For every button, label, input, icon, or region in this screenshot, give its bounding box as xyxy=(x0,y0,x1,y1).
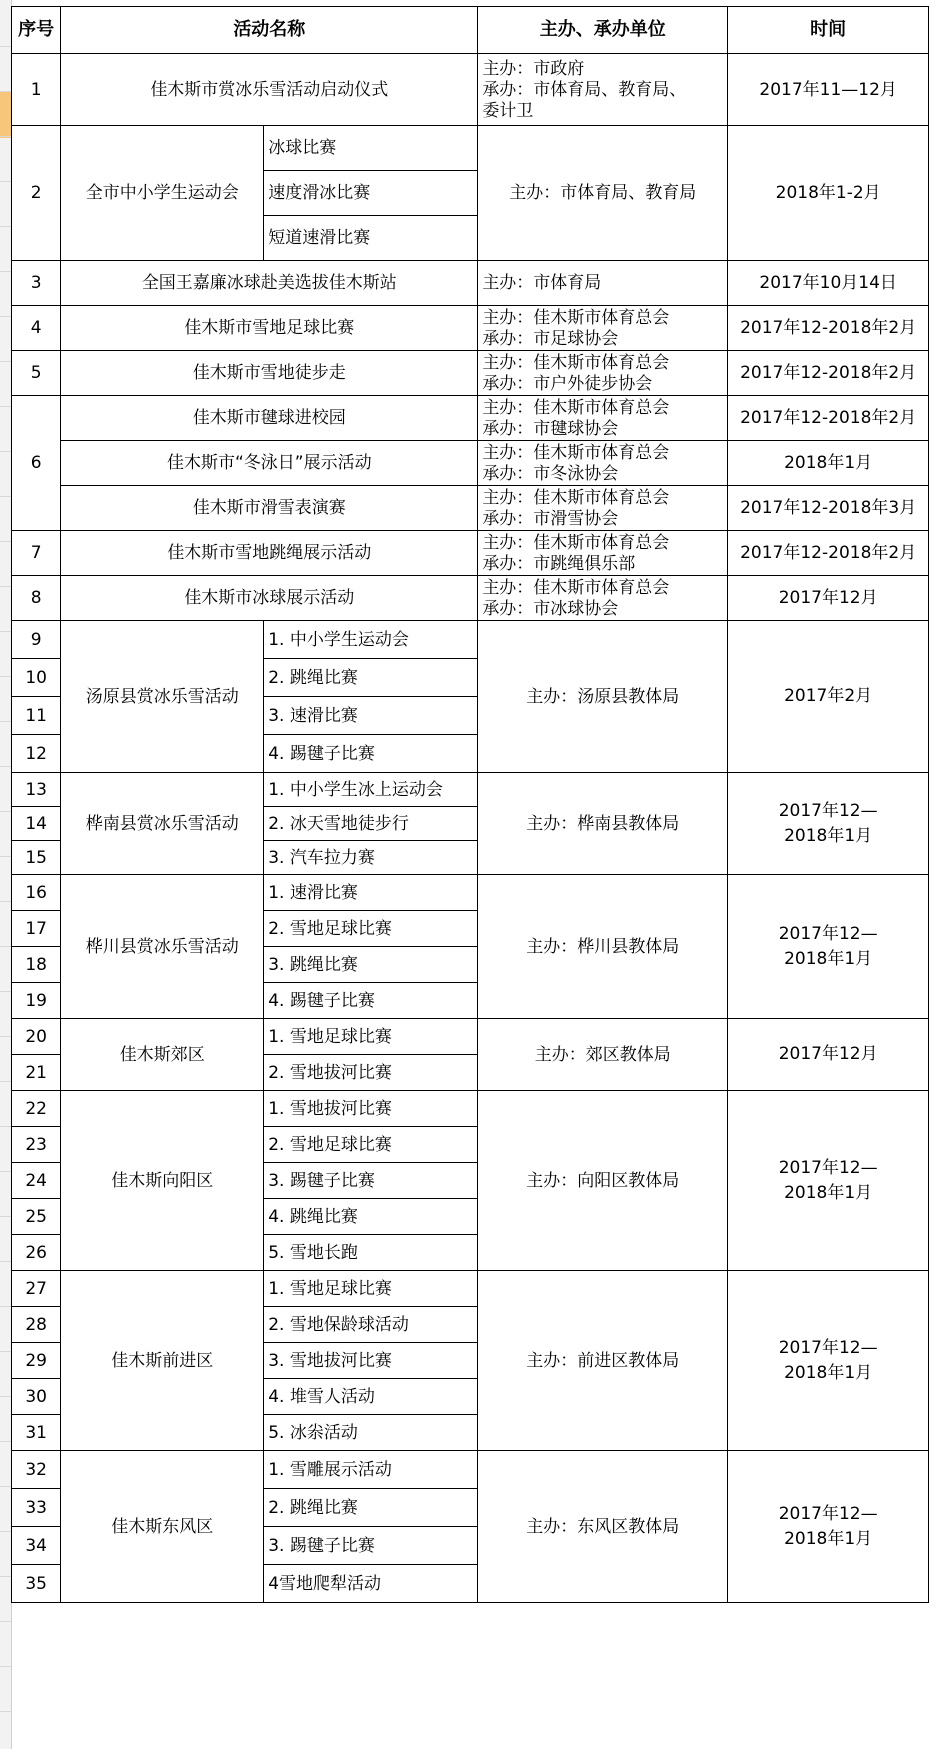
cell-time[interactable] xyxy=(728,875,929,1019)
cell-subactivity[interactable]: 2. 跳绳比赛 xyxy=(264,659,478,697)
cell-subactivity[interactable]: 4. 踢毽子比赛 xyxy=(264,735,478,773)
cell-no[interactable]: 1 xyxy=(12,54,61,126)
cell-no[interactable]: 12 xyxy=(12,735,61,773)
cell-subactivity[interactable]: 4. 踢毽子比赛 xyxy=(264,983,478,1019)
cell-subactivity[interactable]: 4雪地爬犁活动 xyxy=(264,1565,478,1603)
gutter-gridline xyxy=(0,1576,11,1577)
gutter-gridline xyxy=(0,496,11,497)
cell-no[interactable]: 11 xyxy=(12,697,61,735)
cell-activity[interactable]: 佳木斯市雪地徒步走 xyxy=(61,351,478,396)
cell-subactivity[interactable]: 1. 速滑比赛 xyxy=(264,875,478,911)
cell-org[interactable] xyxy=(478,306,728,351)
cell-subactivity[interactable]: 1. 中小学生冰上运动会 xyxy=(264,773,478,807)
org-line: 主办：佳木斯市体育总会 xyxy=(482,577,670,598)
cell-no[interactable]: 6 xyxy=(12,396,61,531)
cell-org[interactable] xyxy=(478,531,728,576)
cell-org[interactable] xyxy=(478,54,728,126)
header-time[interactable]: 时间 xyxy=(728,7,929,54)
cell-no[interactable]: 19 xyxy=(12,983,61,1019)
cell-no[interactable]: 31 xyxy=(12,1415,61,1451)
cell-subactivity[interactable]: 3. 雪地拔河比赛 xyxy=(264,1343,478,1379)
cell-no[interactable]: 9 xyxy=(12,621,61,659)
cell-subactivity[interactable]: 3. 踢毽子比赛 xyxy=(264,1527,478,1565)
org-line: 委计卫 xyxy=(482,100,534,121)
time-line: 2018年1月 xyxy=(784,1362,873,1383)
time-line: 2017年12月 xyxy=(778,1044,878,1064)
header-no[interactable]: 序号 xyxy=(12,7,61,54)
cell-no[interactable]: 8 xyxy=(12,576,61,621)
cell-no[interactable]: 25 xyxy=(12,1199,61,1235)
table-row xyxy=(12,1271,929,1307)
cell-org[interactable]: 主办：郊区教体局 xyxy=(478,1019,728,1091)
cell-subactivity[interactable]: 2. 雪地足球比赛 xyxy=(264,1127,478,1163)
cell-org[interactable]: 主办：桦川县教体局 xyxy=(478,875,728,1019)
cell-time[interactable] xyxy=(728,1271,929,1451)
cell-no[interactable]: 22 xyxy=(12,1091,61,1127)
cell-activity[interactable]: 佳木斯市毽球进校园 xyxy=(61,396,478,441)
cell-no[interactable]: 13 xyxy=(12,773,61,807)
gutter-gridline xyxy=(0,46,11,47)
cell-subactivity[interactable]: 2. 雪地足球比赛 xyxy=(264,911,478,947)
org-line: 主办：佳木斯市体育总会 xyxy=(482,487,670,508)
time-line: 2017年12— xyxy=(778,1337,878,1358)
cell-no[interactable]: 16 xyxy=(12,875,61,911)
cell-no[interactable]: 33 xyxy=(12,1489,61,1527)
cell-org[interactable] xyxy=(478,441,728,486)
time-line: 2017年12— xyxy=(778,1157,878,1178)
org-line: 主办：佳木斯市体育总会 xyxy=(482,307,670,328)
cell-subactivity[interactable]: 1. 雪地足球比赛 xyxy=(264,1019,478,1055)
cell-no[interactable]: 5 xyxy=(12,351,61,396)
cell-org[interactable]: 主办：汤原县教体局 xyxy=(478,621,728,773)
cell-activity[interactable]: 佳木斯市“冬泳日”展示活动 xyxy=(61,441,478,486)
cell-activity[interactable]: 佳木斯前进区 xyxy=(61,1271,264,1451)
org-line: 承办：市户外徒步协会 xyxy=(482,373,653,394)
gutter-gridline xyxy=(0,136,11,137)
cell-activity[interactable]: 桦川县赏冰乐雪活动 xyxy=(61,875,264,1019)
gutter-gridline xyxy=(0,811,11,812)
time-line: 2017年12— xyxy=(778,923,878,944)
cell-subactivity[interactable]: 短道速滑比赛 xyxy=(264,216,478,261)
cell-activity[interactable]: 佳木斯市冰球展示活动 xyxy=(61,576,478,621)
cell-org[interactable]: 主办：前进区教体局 xyxy=(478,1271,728,1451)
time-line: 2017年2月 xyxy=(784,686,873,706)
cell-subactivity[interactable]: 1. 雪雕展示活动 xyxy=(264,1451,478,1489)
gutter-gridline xyxy=(0,1036,11,1037)
cell-no[interactable]: 2 xyxy=(12,126,61,261)
table-row xyxy=(12,531,929,576)
cell-time[interactable]: 2018年1-2月 xyxy=(728,126,929,261)
cell-time[interactable]: 2017年11—12月 xyxy=(728,54,929,126)
cell-no[interactable]: 27 xyxy=(12,1271,61,1307)
cell-activity[interactable]: 桦南县赏冰乐雪活动 xyxy=(61,773,264,875)
cell-org[interactable]: 主办：市体育局 xyxy=(478,261,728,306)
gutter-gridline xyxy=(0,1261,11,1262)
cell-org[interactable]: 主办：市体育局、教育局 xyxy=(478,126,728,261)
time-line: 2018年1月 xyxy=(784,1528,873,1549)
cell-org[interactable]: 主办：向阳区教体局 xyxy=(478,1091,728,1271)
gutter-gridline xyxy=(0,631,11,632)
cell-time[interactable] xyxy=(728,773,929,875)
gutter-gridline xyxy=(0,406,11,407)
cell-subactivity[interactable]: 1. 雪地拔河比赛 xyxy=(264,1091,478,1127)
org-line: 承办：市跳绳俱乐部 xyxy=(482,553,636,574)
cell-subactivity[interactable]: 2. 冰天雪地徒步行 xyxy=(264,807,478,841)
table-row xyxy=(12,1019,929,1055)
gutter-gridline xyxy=(0,721,11,722)
cell-org[interactable] xyxy=(478,396,728,441)
org-line: 主办：市政府 xyxy=(482,58,585,79)
org-line: 承办：市冰球协会 xyxy=(482,598,619,619)
org-line: 主办：佳木斯市体育总会 xyxy=(482,397,670,418)
cell-time[interactable]: 2017年12-2018年2月 xyxy=(728,351,929,396)
cell-activity[interactable]: 佳木斯东风区 xyxy=(61,1451,264,1603)
cell-no[interactable]: 15 xyxy=(12,841,61,875)
gutter-gridline xyxy=(0,1081,11,1082)
cell-org[interactable] xyxy=(478,576,728,621)
cell-subactivity[interactable]: 3. 跳绳比赛 xyxy=(264,947,478,983)
cell-time[interactable] xyxy=(728,1019,929,1091)
cell-time[interactable] xyxy=(728,1451,929,1603)
cell-time[interactable]: 2017年12月 xyxy=(728,576,929,621)
cell-no[interactable]: 3 xyxy=(12,261,61,306)
cell-org[interactable]: 主办：东风区教体局 xyxy=(478,1451,728,1603)
gutter-gridline xyxy=(0,1531,11,1532)
gutter-gridline xyxy=(0,1396,11,1397)
cell-subactivity[interactable]: 1. 中小学生运动会 xyxy=(264,621,478,659)
cell-time[interactable]: 2017年12-2018年2月 xyxy=(728,531,929,576)
cell-no[interactable]: 34 xyxy=(12,1527,61,1565)
cell-subactivity[interactable]: 5. 冰尜活动 xyxy=(264,1415,478,1451)
cell-no[interactable]: 20 xyxy=(12,1019,61,1055)
cell-time[interactable]: 2018年1月 xyxy=(728,441,929,486)
header-org[interactable]: 主办、承办单位 xyxy=(478,7,728,54)
gutter-gridline xyxy=(0,271,11,272)
gutter-gridline xyxy=(0,1666,11,1667)
gutter-gridline xyxy=(0,991,11,992)
cell-no[interactable]: 23 xyxy=(12,1127,61,1163)
gutter-gridline xyxy=(0,1126,11,1127)
org-line: 主办：佳木斯市体育总会 xyxy=(482,352,670,373)
time-line: 2017年12— xyxy=(778,1503,878,1524)
table-row xyxy=(12,1451,929,1489)
header-name[interactable]: 活动名称 xyxy=(61,7,478,54)
gutter-gridline xyxy=(0,451,11,452)
time-line: 2018年1月 xyxy=(784,1182,873,1203)
org-line: 主办：佳木斯市体育总会 xyxy=(482,532,670,553)
table-row xyxy=(12,261,929,306)
gutter-gridline xyxy=(0,91,11,92)
cell-subactivity[interactable]: 冰球比赛 xyxy=(264,126,478,171)
cell-org[interactable]: 主办：桦南县教体局 xyxy=(478,773,728,875)
cell-no[interactable]: 28 xyxy=(12,1307,61,1343)
table-row xyxy=(12,126,929,171)
org-line: 承办：市毽球协会 xyxy=(482,418,619,439)
gutter-gridline xyxy=(0,1441,11,1442)
cell-activity[interactable]: 全国王嘉廉冰球赴美选拔佳木斯站 xyxy=(61,261,478,306)
cell-time[interactable] xyxy=(728,1091,929,1271)
cell-no[interactable]: 18 xyxy=(12,947,61,983)
gutter-gridline xyxy=(0,1621,11,1622)
cell-no[interactable]: 24 xyxy=(12,1163,61,1199)
cell-no[interactable]: 29 xyxy=(12,1343,61,1379)
time-line: 2018年1月 xyxy=(784,948,873,969)
cell-subactivity[interactable]: 速度滑冰比赛 xyxy=(264,171,478,216)
time-line: 2017年12— xyxy=(778,800,878,821)
header-row xyxy=(12,7,929,54)
cell-activity[interactable]: 佳木斯市滑雪表演赛 xyxy=(61,486,478,531)
cell-activity[interactable]: 佳木斯向阳区 xyxy=(61,1091,264,1271)
table-row xyxy=(12,773,929,807)
org-line: 承办：市足球协会 xyxy=(482,328,619,349)
gutter-gridline xyxy=(0,946,11,947)
cell-subactivity[interactable]: 2. 雪地拔河比赛 xyxy=(264,1055,478,1091)
gutter-gridline xyxy=(0,181,11,182)
org-line: 承办：市滑雪协会 xyxy=(482,508,619,529)
cell-no[interactable]: 35 xyxy=(12,1565,61,1603)
cell-activity[interactable]: 佳木斯郊区 xyxy=(61,1019,264,1091)
org-line: 承办：市冬泳协会 xyxy=(482,463,619,484)
cell-subactivity[interactable]: 2. 跳绳比赛 xyxy=(264,1489,478,1527)
cell-subactivity[interactable]: 4. 堆雪人活动 xyxy=(264,1379,478,1415)
table-row xyxy=(12,306,929,351)
activity-table xyxy=(11,6,929,1603)
cell-no[interactable]: 30 xyxy=(12,1379,61,1415)
cell-no[interactable]: 26 xyxy=(12,1235,61,1271)
gutter-gridline xyxy=(0,586,11,587)
gutter-gridline xyxy=(0,226,11,227)
time-line: 2018年1月 xyxy=(784,825,873,846)
gutter-gridline xyxy=(0,856,11,857)
table-row xyxy=(12,621,929,659)
cell-subactivity[interactable]: 1. 雪地足球比赛 xyxy=(264,1271,478,1307)
gutter-gridline xyxy=(0,1486,11,1487)
cell-subactivity[interactable]: 3. 踢毽子比赛 xyxy=(264,1163,478,1199)
cell-subactivity[interactable]: 4. 跳绳比赛 xyxy=(264,1199,478,1235)
cell-activity[interactable]: 佳木斯市雪地足球比赛 xyxy=(61,306,478,351)
gutter-gridline xyxy=(0,1306,11,1307)
selected-row-marker xyxy=(0,92,11,138)
table-row xyxy=(12,351,929,396)
cell-org[interactable] xyxy=(478,351,728,396)
cell-time[interactable]: 2017年12-2018年3月 xyxy=(728,486,929,531)
cell-activity[interactable]: 汤原县赏冰乐雪活动 xyxy=(61,621,264,773)
table-row xyxy=(12,486,929,531)
cell-no[interactable]: 4 xyxy=(12,306,61,351)
cell-no[interactable]: 10 xyxy=(12,659,61,697)
gutter-gridline xyxy=(0,361,11,362)
gutter-gridline xyxy=(0,1351,11,1352)
table-row xyxy=(12,875,929,911)
cell-no[interactable]: 17 xyxy=(12,911,61,947)
table-row xyxy=(12,54,929,126)
gutter-gridline xyxy=(0,901,11,902)
cell-time[interactable] xyxy=(728,621,929,773)
gutter-gridline xyxy=(0,766,11,767)
cell-activity[interactable]: 佳木斯市赏冰乐雪活动启动仪式 xyxy=(61,54,478,126)
table-row xyxy=(12,396,929,441)
table-row xyxy=(12,1091,929,1127)
table-row xyxy=(12,441,929,486)
cell-activity[interactable]: 全市中小学生运动会 xyxy=(61,126,264,261)
cell-time[interactable]: 2017年12-2018年2月 xyxy=(728,396,929,441)
gutter-gridline xyxy=(0,316,11,317)
gutter-gridline xyxy=(0,541,11,542)
gutter-gridline xyxy=(0,676,11,677)
org-line: 主办：佳木斯市体育总会 xyxy=(482,442,670,463)
cell-no[interactable]: 21 xyxy=(12,1055,61,1091)
table-row xyxy=(12,576,929,621)
cell-subactivity[interactable]: 3. 汽车拉力赛 xyxy=(264,841,478,875)
cell-time[interactable]: 2017年10月14日 xyxy=(728,261,929,306)
gutter-gridline xyxy=(0,1171,11,1172)
cell-activity[interactable]: 佳木斯市雪地跳绳展示活动 xyxy=(61,531,478,576)
cell-no[interactable]: 7 xyxy=(12,531,61,576)
cell-subactivity[interactable]: 2. 雪地保龄球活动 xyxy=(264,1307,478,1343)
gutter-gridline xyxy=(0,1711,11,1712)
cell-time[interactable]: 2017年12-2018年2月 xyxy=(728,306,929,351)
cell-subactivity[interactable]: 5. 雪地长跑 xyxy=(264,1235,478,1271)
gutter-gridline xyxy=(0,1216,11,1217)
org-line: 承办：市体育局、教育局、 xyxy=(482,79,687,100)
cell-no[interactable]: 32 xyxy=(12,1451,61,1489)
cell-subactivity[interactable]: 3. 速滑比赛 xyxy=(264,697,478,735)
cell-no[interactable]: 14 xyxy=(12,807,61,841)
cell-org[interactable] xyxy=(478,486,728,531)
